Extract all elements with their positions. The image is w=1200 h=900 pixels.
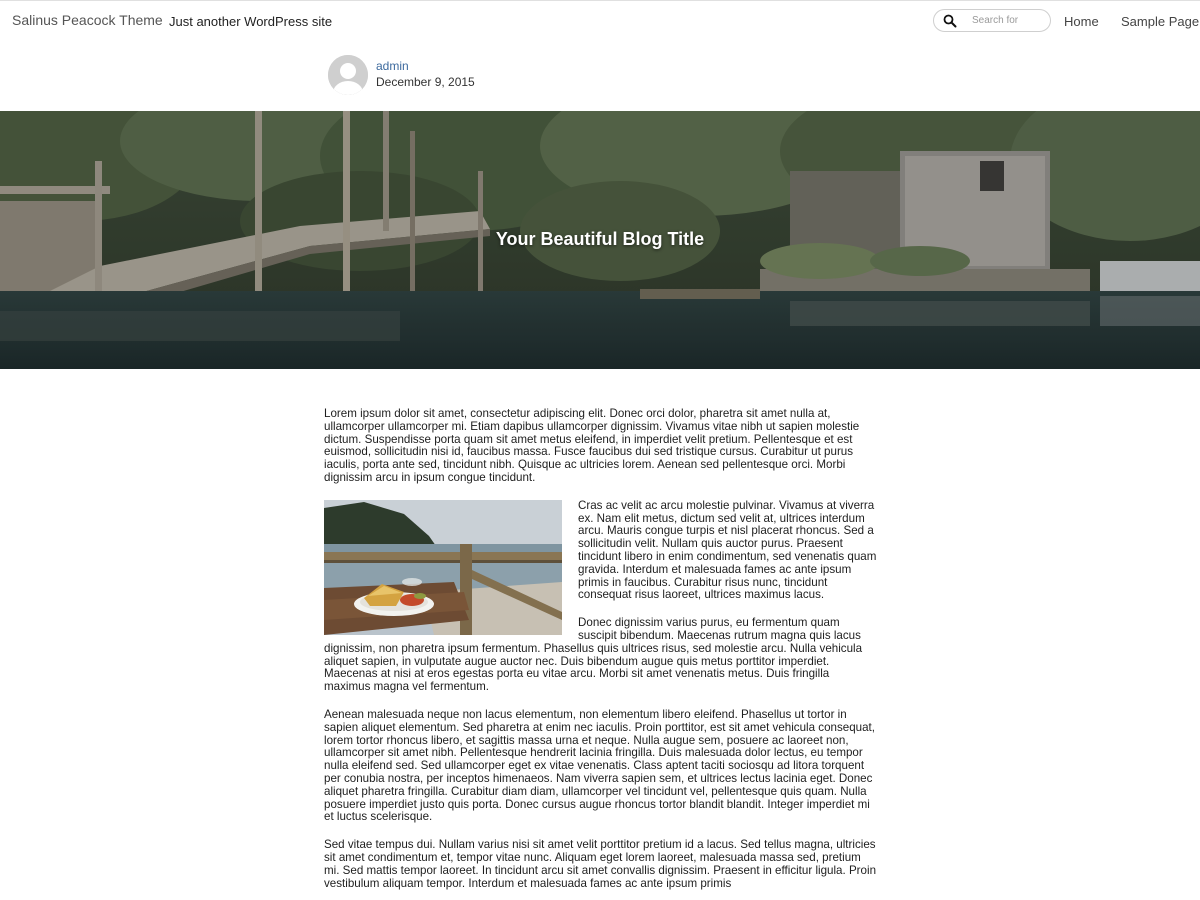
beach-lunch-photo bbox=[324, 500, 562, 635]
content-paragraph: Aenean malesuada neque non lacus elementum, non elementum libero eleifend. Phasellus ut tortor in sapien aliquet elementum. Sed pharetra at enim nec iaculis. Proin porttitor, est sit amet vehicula consequat, lorem tortor rhoncus libero, et sagittis massa urna et neque. Nulla augue sem, posuere ac laoreet non, ullamcorper sit amet nibh. Pellentesque hendrerit lacinia fringilla. Duis malesuada dolor lectus, eu tempor nulla eleifend sed. Sed ullamcorper eget ex vitae venenatis. Class aptent taciti sociosqu ad litora torquent per conubia nostra, per inceptos himenaeos. Nam viverra sapien sem, et ultrices lectus lacinia eget. Donec aliquet pharetra fringilla. Curabitur diam diam, ullamcorper vel tincidunt vel, pellentesque quis quam. Nulla posuere imperdiet justo quis porta. Donec cursus augue rhoncus tortor blandit blandit. Integer imperdiet mi et luctus scelerisque. bbox=[324, 707, 876, 824]
hero-banner bbox=[0, 111, 1200, 369]
search-icon[interactable] bbox=[943, 14, 957, 28]
content-paragraph: Lorem ipsum dolor sit amet, consectetur adipiscing elit. Donec orci dolor, pharetra sit amet nulla at, ullamcorper ullamcorper mi. Etiam dapibus ullamcorper dignissim. Vivamus vitae nibh ut sapien molestie dictum. Suspendisse porta quam sit amet metus eleifend, in imperdiet velit pretium. Pellentesque et est euismod, sollicitudin nisi id, faucibus massa. Fusce faucibus dui sed tristique cursus. Curabitur ut purus iaculis, porta ante sed, tincidunt nibh. Quisque ac ultricies lorem. Aenean sed pellentesque orci. Morbi dignissim arcu in ipsum congue tincidunt. bbox=[324, 407, 860, 484]
site-header bbox=[0, 0, 1200, 42]
author-avatar[interactable] bbox=[328, 55, 368, 95]
hero-title: Your Beautiful Blog Title bbox=[495, 229, 705, 249]
nav-item-home[interactable]: Home bbox=[1064, 14, 1099, 29]
post-date: December 9, 2015 bbox=[376, 75, 475, 89]
site-tagline: Just another WordPress site bbox=[169, 14, 333, 29]
inline-photo[interactable] bbox=[324, 500, 562, 635]
content-paragraph: Cras ac velit ac arcu molestie pulvinar. Vivamus at viverra ex. Nam elit metus, dictum sed velit at, ultrices interdum arcu. Mauris congue turpis et nisl placerat rhoncus. Sed a sollicitudin velit. Nullam quis auctor purus. Praesent tincidunt libero in enim condimentum, sed venenatis quam gravida. Interdum et malesuada fames ac ante ipsum primis in faucibus. Curabitur risus nunc, tincidunt consequat risus laoreet, ultrices maximus lacus. bbox=[578, 498, 877, 602]
author-link[interactable]: admin bbox=[376, 59, 409, 73]
nav-item-sample-page[interactable]: Sample Page bbox=[1121, 14, 1200, 29]
content-paragraph: Sed vitae tempus dui. Nullam varius nisi sit amet velit porttitor pretium id a lacus. Sed tellus magna, ultricies sit amet condimentum et, tempor vitae nunc. Aliquam eget lorem laoreet, malesuada massa sed, pretium mi. Sed mattis tempor laoreet. In tincidunt arcu sit amet convallis dignissim. Praesent in efficitur ligula. Proin vestibulum aliquam tempor. Interdum et malesuada fames ac ante ipsum primis bbox=[324, 838, 877, 890]
post-content bbox=[324, 408, 878, 900]
site-title-link[interactable]: Salinus Peacock Theme bbox=[12, 12, 163, 28]
content-paragraph: Donec dignissim varius purus, eu fermentum quam suscipit bibendum. Maecenas rutrum magna quis lacus dignissim, non pharetra ipsum fermentum. Phasellus quis ultrices risus, sed molestie arcu. Nulla vehicula aliquet sapien, in vulputate augue auctor nec. Duis bibendum augue quis metus porttitor imperdiet. Maecenas at nisi at eros egestas porta eu vitae arcu. Morbi sit amet venenatis metus. Duis fringilla maximus magna vel fermentum. bbox=[324, 616, 863, 694]
avatar-silhouette-icon bbox=[328, 55, 368, 95]
search-input[interactable] bbox=[972, 13, 1046, 28]
search-box[interactable] bbox=[933, 9, 1051, 32]
